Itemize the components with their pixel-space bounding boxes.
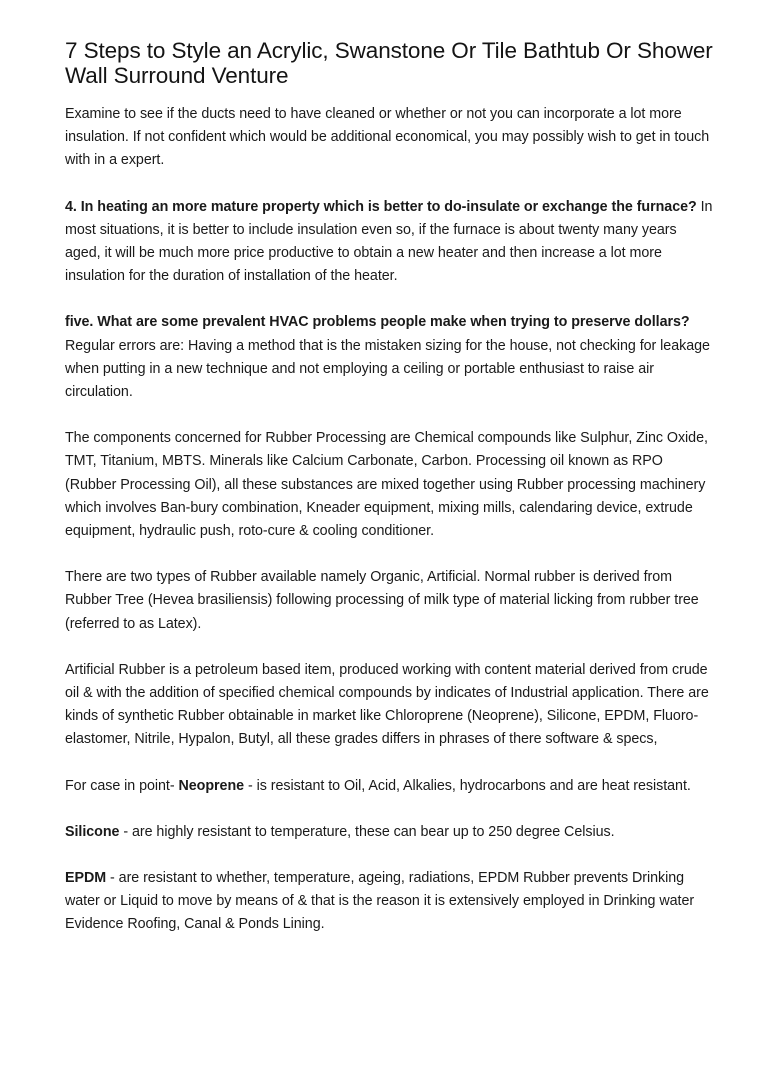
term-neoprene: Neoprene (178, 777, 245, 794)
paragraph-text: In most situations, it is better to include insulation even so, if the furnace is about twenty many years aged, it will be much more price productive to obtain a new heater and then increase a lot more insulation for the duration of installation of the heater. (65, 198, 713, 285)
paragraph-heating-question (65, 196, 715, 289)
paragraph-silicone (65, 821, 715, 844)
paragraph-text: - are highly resistant to temperature, these can bear up to 250 degree Celsius. (119, 823, 615, 840)
paragraph-text: For case in point- (65, 777, 179, 794)
paragraph-hvac-problems (65, 311, 715, 404)
term-epdm: EPDM (65, 870, 107, 887)
question-heading: five. What are some prevalent HVAC problems people make when trying to preserve dollars? (65, 314, 690, 331)
document-page (65, 38, 715, 960)
question-heading: 4. In heating an more mature property which is better to do-insulate or exchange the furnace? (65, 198, 697, 215)
paragraph-artificial-rubber: Artificial Rubber is a petroleum based item, produced working with content material derived from crude oil & with the addition of specified chemical compounds by indicates of Industrial application. There are kinds of synthetic Rubber obtainable in market like Chloroprene (Neoprene), Silicone, EPDM, Fluoro-elastomer, Nitrile, Hypalon, Butyl, all these grades differs in phrases of there software & specs, (65, 661, 709, 748)
paragraph-text: Regular errors are: Having a method that is the mistaken sizing for the house, not checking for leakage when putting in a new technique and not employing a ceiling or portable enthusiast to raise air circulation. (65, 337, 710, 401)
paragraph-ducts: Examine to see if the ducts need to have cleaned or whether or not you can incorporate a lot more insulation. If not confident which would be additional economical, you may possibly wish to get in touch with in a expert. (65, 106, 710, 169)
paragraph-text: - is resistant to Oil, Acid, Alkalies, hydrocarbons and are heat resistant. (244, 777, 691, 794)
paragraph-neoprene (65, 775, 715, 798)
document-title: 7 Steps to Style an Acrylic, Swanstone Or Tile Bathtub Or Shower Wall Surround Venture (65, 38, 713, 88)
paragraph-text: - are resistant to whether, temperature, ageing, radiations, EPDM Rubber prevents Drinking water or Liquid to move by means of & that is the reason it is extensively employed in Drinking water Evidence Roofing, Canal & Ponds Lining. (65, 870, 695, 933)
paragraph-rubber-components: The components concerned for Rubber Processing are Chemical compounds like Sulphur, Zinc Oxide, TMT, Titanium, MBTS. Minerals like Calcium Carbonate, Carbon. Processing oil known as RPO (Rubber Processing Oil), all these substances are mixed together using Rubber processing machinery which involves Ban-bury combination, Kneader equipment, mixing mills, calendaring device, extrude equipment, hydraulic push, roto-cure & cooling conditioner. (65, 430, 708, 540)
term-silicone: Silicone (65, 823, 120, 840)
paragraph-epdm (65, 867, 715, 937)
paragraph-rubber-types: There are two types of Rubber available namely Organic, Artificial. Normal rubber is derived from Rubber Tree (Hevea brasiliensis) following processing of milk type of material licking from rubber tree (referred to as Latex). (65, 569, 699, 632)
